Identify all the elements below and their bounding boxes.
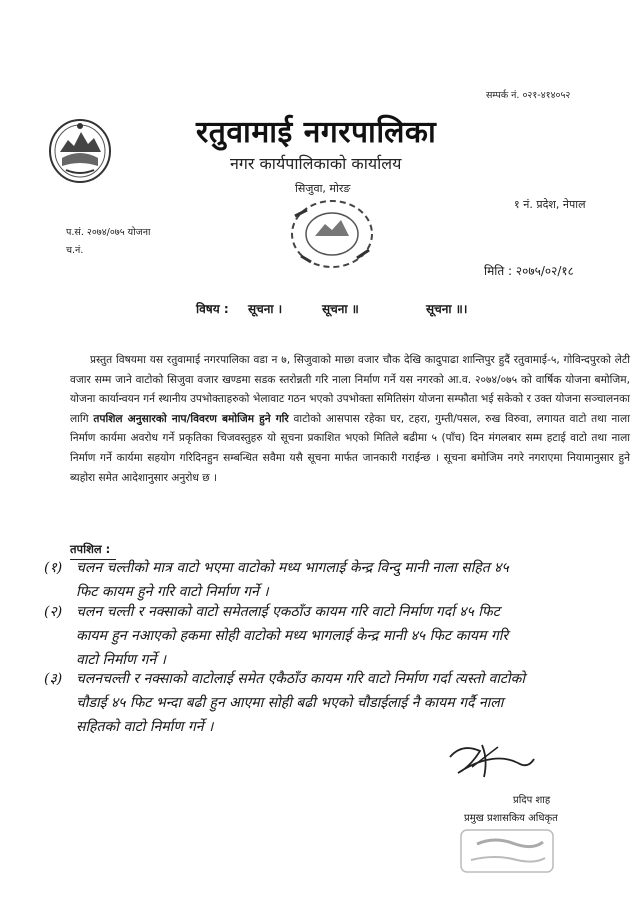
- subject-item: सूचना ।: [248, 302, 283, 316]
- subject-label: विषय :: [196, 302, 229, 316]
- name-seal-icon: [455, 826, 559, 876]
- schedule-item-number: (१): [44, 560, 63, 576]
- signatory-name: प्रदिप शाह: [513, 795, 551, 806]
- schedule-item: [44, 556, 634, 606]
- document-date: मिति : २०७५/०२/१८: [484, 264, 574, 278]
- body-emphasis: तपशिल अनुसारको नाप/विवरण बमोजिम हुने गरि: [93, 412, 289, 425]
- body-text: वाटोको आसपास रहेका घर, टहरा, गुम्ती/पसल, रुख विरुवा, लगायत वाटो तथा नाला निर्माण कार्यमा अवरोध गर्ने प्रकृतिका चिजवस्तुहरु यो सूचना प्रकाशित भएको मितिले बढीमा ५ (पाँच) दिन मंगलबार सम्म हटाई वाटो तथा नाला निर्माण गर्ने कार्यमा सहयोग गरिदिनहुन सम्बन्धित सवैमा यसै सूचना मार्फत जानकारी गराईन्छ । सूचना बमोजिम नगरे नगराएमा नियामानुसार हुने ब्यहोरा समेत आदेशानुसार अनुरोध छ ।: [70, 412, 630, 484]
- schedule-item-number: (३): [44, 671, 63, 687]
- signature-icon: [432, 737, 542, 782]
- office-address: सिजुवा, मोरङ: [295, 182, 351, 195]
- subject-item: सूचना ॥।: [426, 302, 468, 316]
- schedule-item-line: कायम हुन नआएको हकमा सोही वाटोको मध्य भागलाई केन्द्र मानी ४५ फिट कायम गरि: [76, 628, 509, 644]
- dispatch-number: च.नं.: [66, 245, 84, 256]
- municipality-name: रतुवामाई नगरपालिका: [196, 115, 437, 150]
- schedule-heading: तपशिल :: [70, 542, 111, 556]
- reference-number: प.सं. २०७४/०७५ योजना: [66, 227, 151, 238]
- schedule-item-line: चौडाई ४५ फिट भन्दा बढी हुन आएमा सोही बढी भएको चौडाईलाई नै कायम गर्दै नाला: [76, 695, 504, 711]
- office-stamp-icon: [285, 196, 379, 272]
- schedule-item: [44, 600, 634, 674]
- nepal-emblem-icon: [48, 118, 112, 184]
- province-name: १ नं. प्रदेश, नेपाल: [514, 198, 586, 211]
- schedule-item: [44, 667, 634, 741]
- office-name: नगर कार्यपालिकाको कार्यालय: [230, 154, 402, 173]
- signatory-designation: प्रमुख प्रशासकिय अधिकृत: [464, 813, 558, 824]
- schedule-item-number: (२): [44, 604, 63, 620]
- schedule-item-line: चलन चल्तीको मात्र वाटो भएमा वाटोको मध्य भागलाई केन्द्र विन्दु मानी नाला सहित ४५: [76, 560, 509, 576]
- schedule-item-line: सहितको वाटो निर्माण गर्ने ।: [76, 719, 214, 735]
- schedule-item-line: वाटो निर्माण गर्ने ।: [76, 652, 166, 668]
- notice-body: [70, 351, 630, 488]
- schedule-item-line: चलन चल्ती र नक्साको वाटो समेतलाई एकठाँउ कायम गरि वाटो निर्माण गर्दा ४५ फिट: [76, 604, 500, 620]
- subject-item: सूचना ॥: [322, 302, 359, 316]
- schedule-item-line: फिट कायम हुने गरि वाटो निर्माण गर्ने ।: [76, 584, 269, 600]
- contact-number: सम्पर्क नं. ०२१-४१४०५२: [486, 90, 571, 101]
- schedule-item-line: चलनचल्ती र नक्साको वाटोलाई समेत एकैठाँउ कायम गरि वाटो निर्माण गर्दा त्यस्तो वाटोको: [76, 671, 525, 687]
- body-text: प्रस्तुत विषयमा यस रतुवामाई नगरपालिका वडा न ७, सिजुवाको माछा वजार चौक देखि कादुपाढा शान्तिपुर हुदैं रतुवामाई-५, गोविन्दपुरको लेटी वजार सम्म जाने वाटोको सिजुवा वजार खण्डमा सडक स्तरोन्नती गरि नाला निर्माण गर्ने यस नगरको आ.व. २०७४/०७५ को वार्षिक योजना बमोजिम, योजना कार्यान्वयन गर्न स्थानीय उपभोक्ताहरुको भेलावाट गठन भएको उपभोक्ता समितिसंग योजना सम्फौता भई सकेको र उक्त योजना सञ्चालनका लागि: [70, 354, 630, 425]
